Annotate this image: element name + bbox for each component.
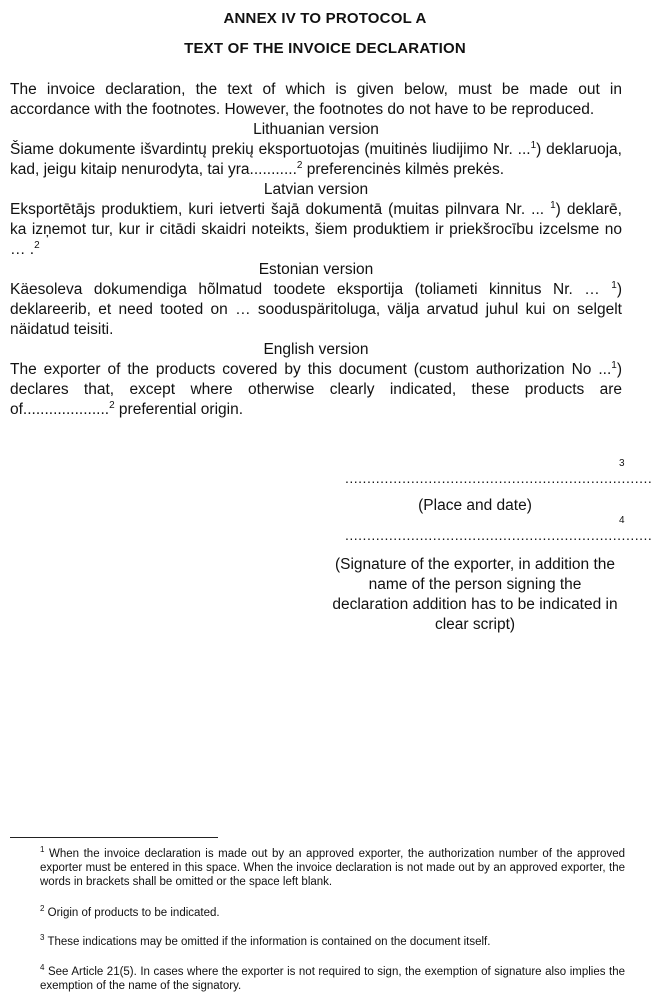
version-text-latvian: Eksportētājs produktiem, kuri ietverti šajā dokumentā (muitas pilnvara Nr. ... $^1$) deklarē, ka izņemot tur, kur ir citādi skaidri noteikts, šiem produktiem ir priekšrocību izcelsme no … .$^2$ (10, 199, 622, 258)
signature-note: (Signature of the exporter, in addition the name of the person signing the declaration addition has to be indicated in clear script) (332, 556, 618, 633)
footnote-3: $^3$ These indications may be omitted if the information is contained on the document itself. (40, 933, 491, 948)
declaration-subtitle: TEXT OF THE INVOICE DECLARATION (184, 40, 466, 57)
version-heading-estonian: Estonian version (258, 261, 374, 278)
version-heading-lithuanian: Lithuanian version (253, 121, 379, 138)
footnote-1: $^1$ When the invoice declaration is made out by an approved exporter, the authorization number of the approved exporter must be entered in this space. When the invoice declaration is not made out by an approved exporter, the words in brackets shall be omitted or the space left blank. (40, 845, 625, 888)
footnote-2: $^2$ Origin of products to be indicated. (40, 904, 220, 919)
intro-paragraph: The invoice declaration, the text of which is given below, must be made out in accordance with the footnotes. However, the footnotes do not have to be reproduced. (10, 81, 622, 118)
footnote-4: $^4$ See Article 21(5). In cases where the exporter is not required to sign, the exemption of signature also implies the exemption of the name of the signatory. (40, 963, 625, 992)
place-date-label: (Place and date) (418, 497, 532, 514)
signature-line: ...................................................................... 4 (345, 515, 652, 543)
version-text-lithuanian: Šiame dokumente išvardintų prekių eksportuotojas (muitinės liudijimo Nr. ...$^1$) deklaruoja, kad, jeigu kitaip nenurodyta, tai yra...........$^2$ preferencinės kilmės prekės. (10, 139, 622, 178)
place-date-line: ...................................................................... 3 (345, 458, 652, 486)
version-heading-english: English version (263, 341, 369, 358)
annex-title: ANNEX IV TO PROTOCOL A (223, 10, 427, 27)
footnote-divider (10, 837, 218, 838)
document-body (10, 80, 622, 420)
version-text-english: The exporter of the products covered by this document (custom authorization No ...$^1$) declares that, except where otherwise clearly indicated, these products are of....................$^2$ preferential origin. (10, 359, 622, 418)
version-heading-latvian: Latvian version (263, 181, 369, 198)
version-text-estonian: Käesoleva dokumendiga hõlmatud toodete eksportija (toliameti kinnitus Nr. … $^1$) deklareerib, et need tooted on … sooduspäritoluga, välja arvatud juhul kui on selgelt näidatud teisiti. (10, 279, 622, 338)
